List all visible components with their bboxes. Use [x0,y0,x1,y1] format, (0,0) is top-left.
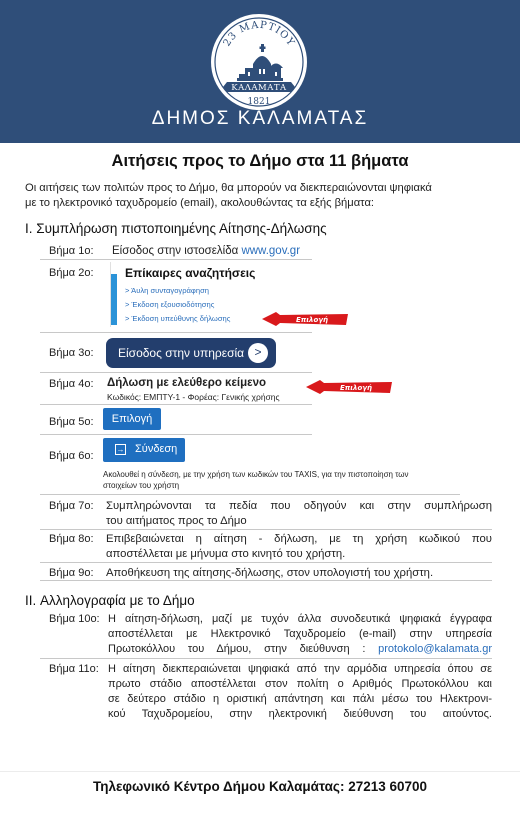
divider [40,434,312,435]
intro-paragraph [25,181,500,211]
divider [40,658,492,659]
search-item-prescription[interactable]: > Άυλη συνταγογράφηση [125,286,209,295]
intro-line-2: με το ηλεκτρονικό ταχυδρομείο (email), ακολουθώντας τα εξής βήματα: [25,197,375,209]
step-11-line-4: κού Ταχυδρομείου, στην ηλεκτρονική διεύθυνση του αιτούντος. [108,708,492,720]
step-8-line-1: Επιβεβαιώνεται η αίτηση - δήλωση, με τη χρήση κωδικού που [106,533,492,545]
step-10-line-3-text: Πρωτοκόλλου του Δήμου, στην διεύθυνση : [108,643,379,655]
step-1-text [112,244,300,259]
step-10-label: Βήμα 10ο: [49,613,100,625]
step-6-note [103,469,409,491]
phone-center-footer: Τηλεφωνικό Κέντρο Δήμου Καλαμάτας: 27213 60700 [92,779,428,794]
enter-service-button[interactable] [106,338,276,368]
page-title: Αιτήσεις προς το Δήμο στα 11 βήματα [111,152,409,170]
select-button[interactable]: Επιλογή [103,408,161,430]
login-icon: → [116,445,125,454]
gov-gr-link[interactable]: www.gov.gr [241,245,301,257]
chevron-right-icon: > [248,343,268,363]
step-3-label: Βήμα 3ο: [49,347,94,359]
step-10-text [108,612,492,657]
step-1-description: Είσοδος στην ιστοσελίδα [112,245,242,257]
recent-searches-title: Επίκαιρες αναζητήσεις [125,266,256,280]
step-11-text [108,662,492,722]
divider [40,580,492,581]
divider [40,332,312,333]
step-10-line-1: Η αίτηση-δήλωση, μαζί με τυχόν άλλα συνοδευτικά ψηφιακά έγγραφα [108,613,492,625]
step-7-line-1: Συμπληρώνονται τα πεδία που οδηγούν και στην συμπλήρωση [106,500,492,512]
login-button[interactable] [103,438,185,462]
footer-divider [0,771,520,772]
municipality-seal-logo [209,12,309,112]
step-10-line-3 [108,642,492,657]
step-8-label: Βήμα 8ο: [49,533,94,545]
step-1-label: Βήμα 1ο: [49,245,94,257]
accent-bar [111,274,117,325]
step-11-label: Βήμα 11ο: [49,663,99,675]
protocol-email-link[interactable]: protokolo@kalamata.gr [378,643,492,655]
pointer-arrow-step-4 [306,379,392,395]
divider [40,372,312,373]
header-banner [0,0,520,143]
step-2-label: Βήμα 2ο: [49,267,94,279]
section-2-heading: II. Αλληλογραφία με το Δήμο [25,593,195,608]
divider [40,404,312,405]
pointer-arrow-step-2 [262,311,348,327]
search-item-solemn-declaration[interactable]: > Έκδοση υπεύθυνης δήλωσης [125,314,231,323]
step-6-note-line-2: στοιχείων του χρήστη [103,481,180,490]
step-8-text [106,532,492,562]
logo-banner-text: ΚΑΛΑΜΑΤΑ [231,83,287,93]
step-7-label: Βήμα 7ο: [49,500,94,512]
pointer-label: Επιλογή [339,384,373,392]
free-text-declaration-title[interactable]: Δήλωση με ελεύθερο κείμενο [107,377,267,389]
step-8-line-2: αποστέλλεται με μήνυμα στο κινητό του χρήστη. [106,548,346,560]
divider [40,259,312,260]
free-text-declaration-code: Κωδικός: ΕΜΠΤΥ-1 - Φορέας: Γενικής χρήσης [107,392,280,402]
intro-line-1: Οι αιτήσεις των πολιτών προς το Δήμο, θα μπορούν να διεκπεραιώνονται ψηφιακά [25,182,432,194]
section-1-heading: I. Συμπλήρωση πιστοποιημένης Αίτησης-Δήλωσης [25,221,327,236]
step-11-line-3: σε δεύτερο στάδιο η οριστική απάντηση και πάλι μέσω του Ηλεκτρονι- [108,693,492,705]
step-9-text: Αποθήκευση της αίτησης-δήλωσης, στον υπολογιστή του χρήστη. [106,567,434,579]
municipality-name: ΔΗΜΟΣ ΚΑΛΑΜΑΤΑΣ [151,108,369,129]
logo-year-text: 1821 [247,97,271,107]
step-4-label: Βήμα 4ο: [49,378,94,390]
step-7-text [106,499,492,529]
step-11-line-2: πρωτο στάδιο αποστέλλεται στον πολίτη ο Αριθμός Πρωτοκόλλου και [108,678,492,690]
step-5-label: Βήμα 5ο: [49,416,94,428]
step-10-line-2: αποστέλλεται με Ηλεκτρονικό Ταχυδρομείο (e-mail) στην υπηρεσία [108,628,492,640]
step-9-label: Βήμα 9ο: [49,567,94,579]
enter-service-label: Είσοδος στην υπηρεσία [118,346,245,360]
divider [40,529,492,530]
step-6-note-line-1: Ακολουθεί η σύνδεση, με την χρήση των κωδικών του TAXIS, για την πιστοποίηση των [103,470,409,479]
divider [40,562,492,563]
logo-arc-text: 23 ΜΑΡΤΙΟΥ [221,19,297,49]
step-6-label: Βήμα 6ο: [49,450,94,462]
step-7-line-2: του αιτήματος προς το Δήμο [106,515,247,527]
pointer-label: Επιλογή [295,316,329,324]
login-label: Σύνδεση [135,443,178,455]
search-item-authorization[interactable]: > Έκδοση εξουσιοδότησης [125,300,215,309]
step-11-line-1: Η αίτηση διεκπεραιώνεται ψηφιακά από την αρμόδια υπηρεσία όπου σε [108,663,492,675]
divider [40,494,460,495]
